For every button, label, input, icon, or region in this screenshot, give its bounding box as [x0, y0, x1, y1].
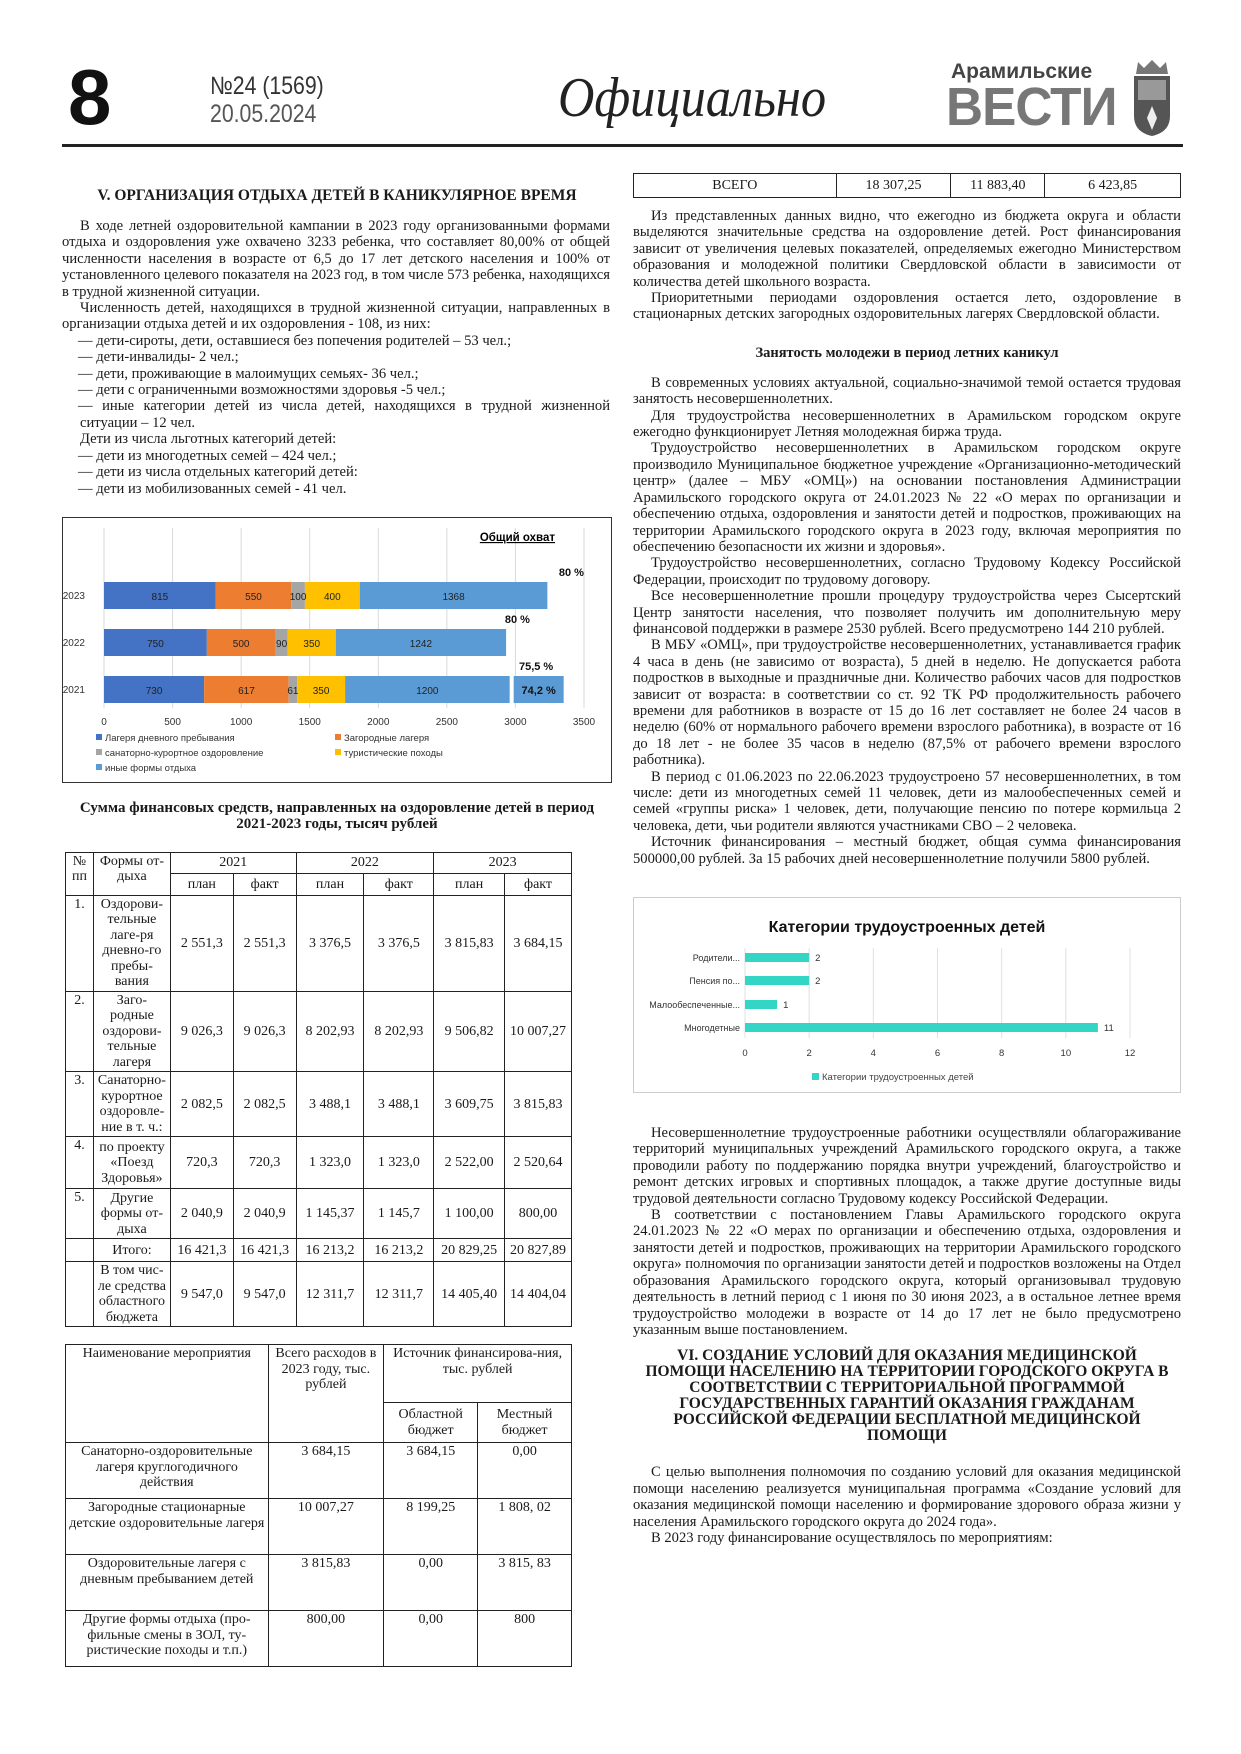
coverage-chart	[62, 517, 612, 783]
cell-value: 14 405,40	[434, 1262, 505, 1327]
x-tick-label: 8	[999, 1048, 1005, 1060]
table-row	[66, 1611, 572, 1667]
cell-loc: 3 815, 83	[478, 1555, 572, 1611]
cell-total: 3 815,83	[268, 1555, 384, 1611]
cell-value: 3 684,15	[505, 895, 572, 991]
paragraph: Источник финансирования – местный бюджет, общая сумма финансирования 500000,00 рублей. За 15 рабочих дней несовершеннолетние получили 5800 рублей.	[633, 834, 1181, 867]
cell-value: 14 404,04	[505, 1262, 572, 1327]
cell-name: Санаторно-оздоровительные лагеря круглогодичного действия	[66, 1443, 269, 1499]
total-local: 6 423,85	[1045, 174, 1181, 198]
bar-value-label: 500	[232, 638, 250, 650]
section-v-heading: V. ОРГАНИЗАЦИЯ ОТДЫХА ДЕТЕЙ В КАНИКУЛЯРНОЕ ВРЕМЯ	[97, 187, 577, 204]
header-year: 2023	[434, 852, 572, 873]
legend-swatch	[335, 749, 341, 755]
paragraph: Трудоустройство несовершеннолетних в Арамильском городском округе производило Муниципальное бюджетное учреждение «Организационно-методический центр» (далее – МБУ «ОМЦ») на основании постановления Администрации Арамильского городского округа от 24.01.2023 № 22 «О мерах по организации и обеспечению отдыха, оздоровления и занятости детей и подростков, проживающих на территории Арамильского городского округа в 2023 году, включая мероприятия по обеспечению безопасности их жизни и здоровья».	[633, 440, 1181, 555]
paragraph: Трудоустройство несовершеннолетних, согласно Трудовому Кодексу Российской Федерации, происходит по трудовому договору.	[633, 555, 1181, 588]
cell-reg: 0,00	[384, 1611, 478, 1667]
list-item: — дети с ограниченными возможностями здоровья -5 чел.;	[78, 382, 446, 399]
bar-value-label: 350	[303, 638, 321, 650]
bar-value-label: 750	[147, 638, 164, 650]
table-row	[66, 1072, 572, 1137]
legend-swatch	[96, 764, 102, 770]
cell-value: 8 202,93	[296, 991, 364, 1072]
cell-value: 3 815,83	[505, 1072, 572, 1137]
cell-total: 3 684,15	[268, 1443, 384, 1499]
cell-value: 10 007,27	[505, 991, 572, 1072]
cell-value: 1 145,37	[296, 1189, 364, 1239]
paragraph: В ходе летней оздоровительной кампании в 2023 году организованными формами отдыха и оздоровления уже охвачено 3233 ребенка, что составляет 80,00% от общей численности населения в возрасте от 6,5 до 17 лет детского населения и 100% от установленного целевого показателя на 2023 год, в том числе 573 ребенка, находящихся в трудной жизненной ситуации.	[62, 218, 610, 300]
chart-title: Категории трудоустроенных детей	[768, 919, 1046, 937]
chart-title: Общий охват	[479, 531, 555, 544]
row-number	[66, 1262, 94, 1327]
issue-info	[210, 72, 324, 128]
paragraph: Все несовершеннолетние прошли процедуру трудоустройства через Сысертский Центр занятости населения, что позволяет получить им дополнительную меру финансовой поддержки в размере 2530 рублей. Всего предусмотрено 144 210 рублей.	[633, 588, 1181, 637]
paragraph: С целью выполнения полномочия по созданию условий для оказания медицинской помощи населению реализуется муниципальная программа «Создание условий для оказания медицинской помощи населению и формирование здорового образа жизни у населения Арамильского городского округа до 2024 года».	[633, 1464, 1181, 1530]
header-year: 2022	[296, 852, 434, 873]
paragraph: Несовершеннолетние трудоустроенные работники осуществляли облагораживание территорий муниципальных учреждений Арамильского городского округа, а также проводили работу по поддержанию порядка внутри учреждений, благоустройство и ремонт детских игровых и спортивных площадок, а также другие доступные виды трудовой деятельности согласно Трудовому кодексу Российской Федерации.	[633, 1125, 1181, 1207]
x-tick-label: 0	[101, 716, 107, 728]
cell-value: 8 202,93	[364, 991, 434, 1072]
paragraph: Приоритетными периодами оздоровления остается лето, оздоровление в стационарных детских загородных оздоровительных лагерях Свердловской области.	[633, 290, 1181, 323]
legend-label: санаторно-курортное оздоровление	[105, 747, 264, 759]
x-tick-label: 1000	[230, 716, 253, 728]
bar	[745, 1000, 777, 1009]
row-number: 1.	[66, 895, 94, 991]
list-item: — дети-инвалиды- 2 чел.;	[78, 349, 239, 366]
row-form: В том чис-ле средства областного бюджета	[93, 1262, 170, 1327]
list-item: — дети из многодетных семей – 424 чел.;	[78, 447, 337, 464]
bar-value-label: 617	[238, 685, 255, 697]
table-row	[66, 1239, 572, 1262]
cell-value: 1 323,0	[364, 1137, 434, 1189]
total-label: ВСЕГО	[634, 174, 837, 198]
cell-value: 20 829,25	[434, 1239, 505, 1262]
table-row	[66, 1499, 572, 1555]
cell-value: 2 082,5	[170, 1072, 233, 1137]
employed-children-chart	[633, 897, 1181, 1093]
list-item: — дети из числа отдельных категорий детей:	[78, 464, 358, 481]
header-total: Всего расходов в 2023 году, тыс. рублей	[268, 1345, 384, 1443]
bar	[745, 976, 809, 985]
header-year: 2021	[170, 852, 296, 873]
coverage-label: 80 %	[558, 566, 584, 579]
x-tick-label: 0	[742, 1048, 748, 1060]
bar-value-label: 61	[287, 685, 299, 697]
cell-reg: 8 199,25	[384, 1499, 478, 1555]
bar-value-label: 100	[289, 591, 307, 603]
cell-value: 1 323,0	[296, 1137, 364, 1189]
issue-date: 20.05.2024	[210, 100, 317, 128]
y-category-label: Малообеспеченные...	[649, 1000, 740, 1011]
bar-value-label: 815	[151, 591, 169, 603]
header-local: Местный бюджет	[478, 1403, 572, 1443]
paragraph: В период с 01.06.2023 по 22.06.2023 трудоустроено 57 несовершеннолетних, в том числе: дети из многодетных семей 11 человек, дети из малообеспеченных семей и семей «группы риска» 1 человек, дети, получающие пенсию по потере кормильца 2 человека, дети, чьи родители являются участниками СВО – 2 человека.	[633, 768, 1181, 834]
paragraph: В соответствии с постановлением Главы Арамильского городского округа 24.01.2023 № 22 «О мерах по организации и обеспечению отдыха, оздоровления и занятости детей и подростков, проживающих на территории Арамильского городского округа» полномочия по организации занятости детей и подростков возложены на Отдел образования Арамильского городского округа, который организовывал трудовую деятельность в летний период с 1 июня по 30 июня 2023, а в остальное летнее время трудоустройство молодежи в возрасте от 14 до 17 лет не было предусмотрено указанным выше постановлением.	[633, 1207, 1181, 1338]
bar-value-label: 2	[815, 953, 821, 965]
total-value: 18 307,25	[836, 174, 951, 198]
paragraph: В 2023 году финансирование осуществлялось по мероприятиям:	[651, 1529, 1053, 1546]
x-tick-label: 2	[806, 1048, 812, 1060]
paragraph: Из представленных данных видно, что ежегодно из бюджета округа и области выделяются значительные средства на оздоровление детей. Рост финансирования зависит от увеличения целевых показателей, определяемых ежегодно Министерством образования и молодежной политики Свердловской области в зависимости от количества детей школьного возраста.	[633, 208, 1181, 290]
legend-label: Загородные лагеря	[344, 732, 430, 744]
bar-value-label: 550	[245, 591, 262, 603]
header-fact: факт	[364, 873, 434, 895]
x-tick-label: 1500	[298, 716, 321, 728]
table-row	[66, 1443, 572, 1499]
list-item: — дети, проживающие в малоимущих семьях- 36 чел.;	[78, 365, 419, 382]
row-form: Итого:	[93, 1239, 170, 1262]
cell-value: 1 145,7	[364, 1189, 434, 1239]
x-tick-label: 2500	[435, 716, 458, 728]
x-tick-label: 6	[934, 1048, 941, 1060]
cell-value: 16 421,3	[233, 1239, 296, 1262]
cell-name: Оздоровительные лагеря с дневным пребыванием детей	[66, 1555, 269, 1611]
bar-value-label: 1200	[416, 685, 439, 697]
y-category-label: Пенсия по...	[689, 976, 740, 987]
logo-main-text: ВЕСТИ	[946, 77, 1117, 137]
cell-value: 16 213,2	[296, 1239, 364, 1262]
bar-value-label: 1368	[442, 591, 465, 603]
page-number: 8	[68, 53, 112, 141]
cell-value: 16 213,2	[364, 1239, 434, 1262]
row-number: 5.	[66, 1189, 94, 1239]
table-row	[66, 1555, 572, 1611]
row-form: Заго-родные оздорови-тельные лагеря	[93, 991, 170, 1072]
x-tick-label: 10	[1060, 1048, 1072, 1060]
cell-value: 720,3	[233, 1137, 296, 1189]
cell-value: 2 551,3	[170, 895, 233, 991]
row-number: 2.	[66, 991, 94, 1072]
bar-value-label: 350	[312, 685, 330, 697]
y-category-label: Родители...	[692, 953, 740, 964]
cell-loc: 800	[478, 1611, 572, 1667]
header-fact: факт	[233, 873, 296, 895]
cell-value: 9 506,82	[434, 991, 505, 1072]
bar-value-label: 1	[783, 1000, 789, 1012]
bar	[745, 953, 809, 962]
youth-employment-heading: Занятость молодежи в период летних каникул	[755, 344, 1059, 361]
funding-conclusion-text	[633, 208, 1181, 323]
x-tick-label: 12	[1124, 1048, 1136, 1060]
legend-label: иные формы отдыха	[105, 762, 197, 774]
cell-value: 3 376,5	[364, 895, 434, 991]
legend-swatch	[96, 734, 102, 740]
x-tick-label: 4	[870, 1048, 876, 1060]
header-plan: план	[296, 873, 364, 895]
row-form: Санаторно-курортное оздоровле-ние в т. ч.:	[93, 1072, 170, 1137]
employment-details-text	[633, 1125, 1181, 1338]
cell-value: 720,3	[170, 1137, 233, 1189]
cell-total: 10 007,27	[268, 1499, 384, 1555]
total-regional: 11 883,40	[951, 174, 1045, 198]
cell-value: 2 522,00	[434, 1137, 505, 1189]
section-title: Официально	[558, 67, 827, 129]
x-tick-label: 2000	[367, 716, 390, 728]
x-tick-label: 500	[164, 716, 181, 728]
header-regional: Областной бюджет	[384, 1403, 478, 1443]
cell-value: 9 547,0	[233, 1262, 296, 1327]
legend-label: туристические походы	[344, 747, 443, 759]
cell-value: 3 609,75	[434, 1072, 505, 1137]
funding-table	[65, 852, 572, 1328]
bar-value-label: 90	[276, 638, 288, 650]
header-form: Формы от-дыха	[93, 852, 170, 895]
header-plan: план	[170, 873, 233, 895]
bar-value-label: 11	[1103, 1023, 1114, 1035]
legend-label: Лагеря дневного пребывания	[105, 732, 235, 744]
coverage-chart-svg	[63, 518, 611, 782]
cell-value: 2 082,5	[233, 1072, 296, 1137]
cell-value: 2 040,9	[233, 1189, 296, 1239]
cell-value: 9 026,3	[170, 991, 233, 1072]
cell-value: 12 311,7	[364, 1262, 434, 1327]
left-column	[62, 188, 612, 1667]
paragraph: В современных условиях актуальной, социально-значимой темой остается трудовая занятость несовершеннолетних.	[633, 374, 1181, 408]
row-number: 3.	[66, 1072, 94, 1137]
youth-employment-text	[633, 375, 1181, 867]
cell-name: Загородные стационарные детские оздоровительные лагеря	[66, 1499, 269, 1555]
row-form: Другие формы от-дыха	[93, 1189, 170, 1239]
y-category-label: Многодетные	[684, 1023, 740, 1034]
header-source: Источник финансирова-ния, тыс. рублей	[384, 1345, 572, 1403]
bar-value-label: 1242	[409, 638, 433, 650]
cell-loc: 1 808, 02	[478, 1499, 572, 1555]
cell-name: Другие формы отдыха (про-фильные смены в ЗОЛ, ту-ристические походы и т.п.)	[66, 1611, 269, 1667]
bar	[745, 1023, 1098, 1032]
cell-value: 800,00	[505, 1189, 572, 1239]
cell-value: 9 026,3	[233, 991, 296, 1072]
cell-value: 3 488,1	[364, 1072, 434, 1137]
table-row	[66, 991, 572, 1072]
row-form: Оздорови-тельные лаге-ря дневно-го пребы-вания	[93, 895, 170, 991]
row-number: 4.	[66, 1137, 94, 1189]
table1-title: Сумма финансовых средств, направленных на оздоровление детей в период 2021-2023 годы, тысяч рублей	[79, 799, 595, 832]
cell-value: 1 100,00	[434, 1189, 505, 1239]
y-category-label: 2022	[63, 637, 85, 649]
row-number	[66, 1239, 94, 1262]
cell-reg: 0,00	[384, 1555, 478, 1611]
list-item: — дети из мобилизованных семей - 41 чел.	[78, 480, 347, 497]
bar-value-label: 730	[145, 685, 163, 697]
table-row	[66, 1189, 572, 1239]
funding-sources-table	[65, 1344, 572, 1667]
legend-swatch	[812, 1073, 819, 1080]
list-item: — иные категории детей из числа детей, находящихся в трудной жизненной ситуации – 12 чел.	[78, 398, 610, 431]
coverage-label: 74,2 %	[521, 684, 556, 697]
header-name: Наименование мероприятия	[66, 1345, 269, 1443]
cell-value: 2 040,9	[170, 1189, 233, 1239]
cell-value: 20 827,89	[505, 1239, 572, 1262]
y-category-label: 2023	[63, 590, 85, 602]
cell-value: 2 551,3	[233, 895, 296, 991]
table-row	[66, 895, 572, 991]
list-item: — дети-сироты, дети, оставшиеся без попечения родителей – 53 чел.;	[78, 332, 512, 349]
header-fact: факт	[505, 873, 572, 895]
logo-top-text: Арамильские	[951, 60, 1093, 83]
legend-swatch	[96, 749, 102, 755]
section-v-text	[62, 218, 610, 497]
issue-number: №24 (1569)	[210, 72, 324, 100]
bar-value-label: 2	[815, 976, 821, 988]
table-row	[66, 1137, 572, 1189]
cell-value: 3 815,83	[434, 895, 505, 991]
table-row	[66, 1262, 572, 1327]
header-plan: план	[434, 873, 505, 895]
legend-label: Категории трудоустроенных детей	[822, 1072, 974, 1084]
section-vi-heading: VI. СОЗДАНИЕ УСЛОВИЙ ДЛЯ ОКАЗАНИЯ МЕДИЦИНСКОЙ ПОМОЩИ НАСЕЛЕНИЮ НА ТЕРРИТОРИИ ГОРОДСКОГО ОКРУГА В СООТВЕТСТВИИ С ТЕРРИТОРИАЛЬНОЙ ПРОГРАММОЙ ГОСУДАРСТВЕННЫХ ГАРАНТИЙ ОКАЗАНИЯ ГРАЖДАНАМ РОССИЙСКОЙ ФЕДЕРАЦИИ БЕСПЛАТНОЙ МЕДИЦИНСКОЙ ПОМОЩИ	[645, 1347, 1169, 1445]
header-num: № пп	[66, 852, 94, 895]
cell-value: 12 311,7	[296, 1262, 364, 1327]
section-vi-text	[633, 1464, 1181, 1546]
y-category-label: 2021	[63, 684, 85, 696]
bar-value-label: 400	[323, 591, 341, 603]
row-form: по проекту «Поезд Здоровья»	[93, 1137, 170, 1189]
coverage-label: 80 %	[504, 613, 530, 626]
coat-of-arms-icon	[1130, 58, 1174, 138]
x-tick-label: 3500	[572, 716, 596, 728]
x-tick-label: 3000	[504, 716, 527, 728]
paragraph: В МБУ «ОМЦ», при трудоустройстве несовершеннолетних, устанавливается график 4 часа в день (не зависимо от возраста), 5 дней в неделю. Не допускается работа подростков в выходные и праздничные дни. Количество рабочих часов для подростков зависит от возраста: в соответствии со ст. 92 ТК РФ продолжительность рабочего времени для работников в возрасте от 15 до 16 лет составляет не более 24 часов в неделю (60% от нормального рабочего времени взрослого работника), в возрасте от 16 до 18 лет - не более 35 часов в неделю (87,5% от рабочего времени взрослого работника).	[633, 637, 1181, 769]
paragraph: Для трудоустройства несовершеннолетних в Арамильском городском округе ежегодно функционирует Летняя молодежная биржа труда.	[633, 407, 1181, 441]
total-row-table	[633, 173, 1181, 198]
legend-swatch	[335, 734, 341, 740]
right-column	[633, 173, 1181, 1546]
cell-value: 2 520,64	[505, 1137, 572, 1189]
cell-value: 9 547,0	[170, 1262, 233, 1327]
employed-children-chart-svg	[634, 898, 1180, 1092]
cell-reg: 3 684,15	[384, 1443, 478, 1499]
cell-value: 3 488,1	[296, 1072, 364, 1137]
coverage-label: 75,5 %	[518, 660, 554, 673]
cell-value: 3 376,5	[296, 895, 364, 991]
paragraph: Численность детей, находящихся в трудной жизненной ситуации, направленных в организации отдыха детей и их оздоровления - 108, из них:	[62, 300, 610, 333]
header-rule	[62, 144, 1183, 147]
cell-value: 16 421,3	[170, 1239, 233, 1262]
paragraph: Дети из числа льготных категорий детей:	[80, 431, 337, 448]
cell-total: 800,00	[268, 1611, 384, 1667]
cell-loc: 0,00	[478, 1443, 572, 1499]
